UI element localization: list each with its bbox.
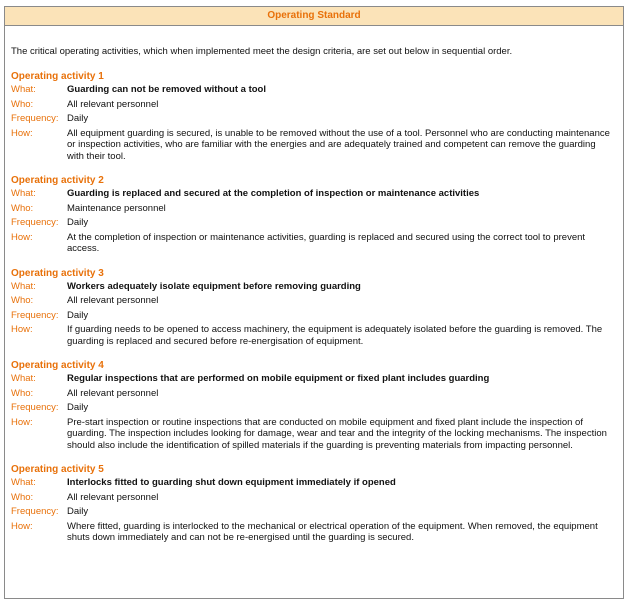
what-row <box>11 281 617 293</box>
what-value: Regular inspections that are performed on mobile equipment or fixed plant includes guarding <box>67 373 490 384</box>
how-row <box>11 521 617 544</box>
activity-title: Operating activity 1 <box>11 71 104 82</box>
frequency-value: Daily <box>67 309 89 321</box>
panel-header <box>5 7 623 26</box>
what-label: What: <box>11 84 36 95</box>
activity-4 <box>11 359 617 451</box>
frequency-label: Frequency: <box>11 113 59 124</box>
frequency-value: Daily <box>67 217 89 228</box>
activity-3 <box>11 267 617 348</box>
what-value: Guarding can not be removed without a tool <box>67 84 266 95</box>
what-label: What: <box>11 280 36 292</box>
how-label: How: <box>11 416 33 428</box>
who-label: Who: <box>11 491 34 503</box>
how-row <box>11 128 617 163</box>
who-row <box>11 388 617 400</box>
frequency-label: Frequency: <box>11 506 59 517</box>
what-row <box>11 373 617 385</box>
how-row <box>11 417 617 452</box>
activity-1 <box>11 70 617 162</box>
who-row <box>11 295 617 307</box>
activity-5 <box>11 463 617 544</box>
activity-title: Operating activity 3 <box>11 267 104 279</box>
who-value: All relevant personnel <box>67 387 159 399</box>
who-value: All relevant personnel <box>67 491 159 503</box>
how-label: How: <box>11 127 33 139</box>
what-row <box>11 477 617 489</box>
activities-list <box>5 58 623 544</box>
what-value: Workers adequately isolate equipment before removing guarding <box>67 280 361 292</box>
frequency-label: Frequency: <box>11 309 59 321</box>
how-value: All equipment guarding is secured, is unable to be removed without the use of a tool. Personnel who are conducting maintenance or inspection activities, who are familiar with the energies and are adequately trained and competent can remove the guarding with their tool. <box>67 127 610 162</box>
activity-title: Operating activity 2 <box>11 175 104 186</box>
who-label: Who: <box>11 202 34 214</box>
how-label: How: <box>11 231 33 243</box>
frequency-label: Frequency: <box>11 217 59 228</box>
what-label: What: <box>11 373 36 384</box>
what-label: What: <box>11 188 36 199</box>
who-label: Who: <box>11 295 34 306</box>
operating-standard-panel <box>4 6 624 599</box>
who-label: Who: <box>11 387 34 399</box>
how-label: How: <box>11 324 33 335</box>
frequency-row <box>11 113 617 125</box>
frequency-label: Frequency: <box>11 402 59 413</box>
activity-title: Operating activity 4 <box>11 360 104 371</box>
who-row <box>11 99 617 111</box>
who-row <box>11 203 617 215</box>
activity-title: Operating activity 5 <box>11 464 104 475</box>
who-label: Who: <box>11 98 34 110</box>
how-value: At the completion of inspection or maintenance activities, guarding is replaced and secured using the correct tool to prevent access. <box>67 231 586 254</box>
how-label: How: <box>11 520 33 532</box>
panel-title: Operating Standard <box>267 10 361 21</box>
how-value: Pre-start inspection or routine inspections that are conducted on mobile equipment and fixed plant include the inspection of guarding. The inspection includes looking for damage, wear and tear and the integrity of the locking mechanisms. The inspection should also include the identification of spilled materials if the guarding is preventing materials from impacting personnel. <box>67 416 607 451</box>
activity-2 <box>11 174 617 255</box>
how-value: If guarding needs to be opened to access machinery, the equipment is adequately isolated before the guarding is removed. The guarding is replaced and secured before re-energisation of equipment. <box>67 324 603 347</box>
what-label: What: <box>11 477 36 488</box>
intro-text: The critical operating activities, which when implemented meet the design criteria, are set out below in sequential order. <box>11 46 513 57</box>
frequency-row <box>11 310 617 322</box>
frequency-value: Daily <box>67 506 89 517</box>
who-row <box>11 492 617 504</box>
what-row <box>11 84 617 96</box>
how-value: Where fitted, guarding is interlocked to the mechanical or electrical operation of the equipment. When removed, the equipment shuts down immediately and can not be re-energised until the guarding is secured. <box>67 520 598 543</box>
how-row <box>11 324 617 347</box>
what-value: Interlocks fitted to guarding shut down equipment immediately if opened <box>67 477 396 488</box>
frequency-value: Daily <box>67 402 89 413</box>
frequency-value: Daily <box>67 113 89 124</box>
frequency-row <box>11 402 617 414</box>
how-row <box>11 232 617 255</box>
frequency-row <box>11 506 617 518</box>
what-row <box>11 188 617 200</box>
who-value: Maintenance personnel <box>67 202 166 214</box>
what-value: Guarding is replaced and secured at the completion of inspection or maintenance activities <box>67 188 480 199</box>
who-value: All relevant personnel <box>67 98 159 110</box>
who-value: All relevant personnel <box>67 295 159 306</box>
frequency-row <box>11 217 617 229</box>
